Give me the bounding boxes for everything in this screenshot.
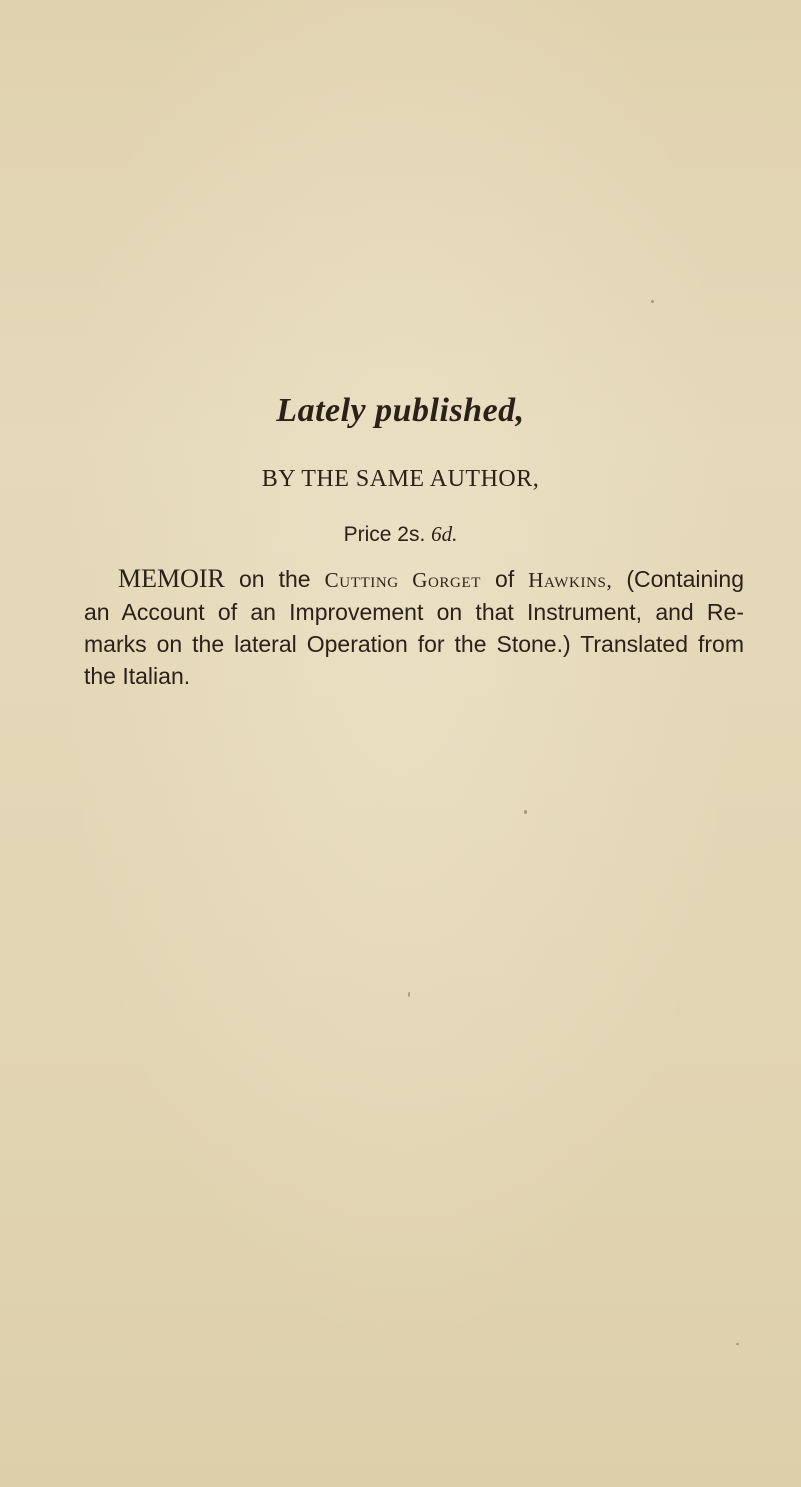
paper-speck [408,992,410,997]
of-text: of [495,566,515,592]
entry-line-3: marks on the lateral Operation for the Stone.) Translated from [84,631,744,657]
containing-text: (Containing [626,566,744,592]
paper-speck [651,300,654,303]
memoir-title-word: MEMOIR [118,564,225,593]
paper-speck [736,1343,739,1345]
paper-speck [524,810,527,814]
price-line [0,522,801,547]
hawkins-text: Hawkins, [528,568,613,592]
entry-line-2: an Account of an Improvement on that Instrument, and Re- [84,599,744,625]
entry-line-1 [84,563,744,596]
cutting-gorget-text: Cutting Gorget [324,568,481,592]
price-pence: 6d. [431,522,458,546]
on-the-text: on the [238,566,311,592]
lately-published-heading: Lately published, [276,392,525,429]
entry-line-4: the Italian. [84,663,191,689]
memoir-entry [84,563,744,692]
price-label: Price 2s. [343,523,426,546]
byline: BY THE SAME AUTHOR, [261,466,540,492]
